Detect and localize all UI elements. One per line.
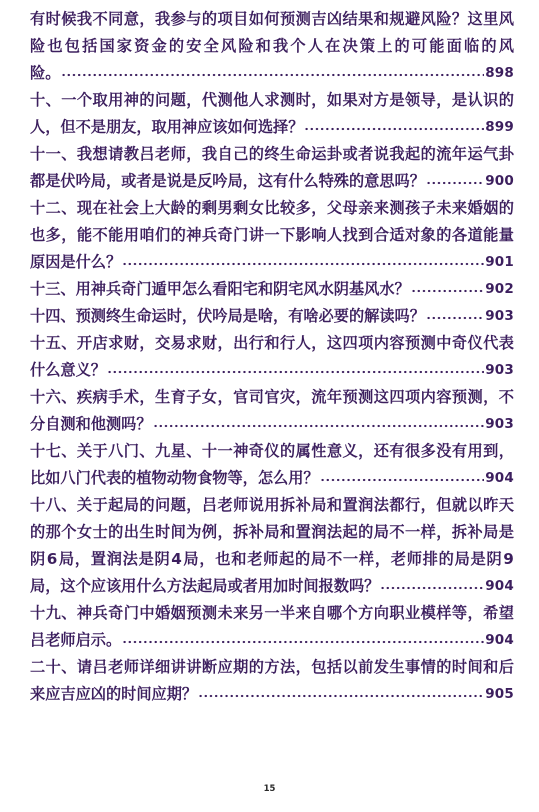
toc-entry-text: 十 七 、 关 于 八 门 、 九 星 、 十 一 神 奇 仪 的 属 性 意 义 ， 还 有 很 多 没 有 用 到 ，	[30, 442, 514, 460]
dot-leader	[426, 168, 484, 195]
toc-entry-line	[30, 384, 514, 411]
toc-entry-line	[30, 411, 514, 438]
dot-leader	[122, 627, 484, 654]
toc-entry-line	[30, 600, 514, 627]
toc-entry-line	[30, 654, 514, 681]
toc-entry-line	[30, 492, 514, 519]
toc-entry[interactable]	[30, 141, 514, 195]
toc-entry-text: 十 六 、 疾 病 手 术 ， 生 育 子 女 ， 官 司 官 灾 ， 流 年 预 测 这 四 项 内 容 预 测 ， 不	[30, 388, 514, 406]
toc-entry-text: 十 九 、 神 兵 奇 门 中 婚 姻 预 测 未 来 另 一 半 来 自 哪 个 方 向 职 业 模 样 等 ， 希 望	[30, 604, 514, 622]
dot-leader	[107, 357, 484, 384]
toc-entry-text: 比如八门代表的植物动物食物等，怎么用？	[30, 469, 319, 487]
toc-entry-line	[30, 303, 514, 330]
toc-entry-line	[30, 330, 514, 357]
dot-leader	[426, 303, 484, 330]
toc-entry-line	[30, 6, 514, 33]
toc-entry-line	[30, 519, 514, 546]
toc-entry-line	[30, 249, 514, 276]
toc-entry-line	[30, 114, 514, 141]
toc-entry[interactable]	[30, 654, 514, 708]
toc-page-number: 898	[485, 65, 514, 81]
toc-entry-line	[30, 546, 514, 573]
toc-page-number: 903	[485, 416, 514, 432]
toc-entry-text: 来应吉应凶的时间应期？	[30, 685, 198, 703]
toc-entry-line	[30, 87, 514, 114]
dot-leader	[304, 114, 484, 141]
dot-leader	[61, 60, 484, 87]
dot-leader	[153, 411, 485, 438]
dot-leader	[198, 681, 484, 708]
dot-leader	[122, 249, 484, 276]
toc-entry[interactable]	[30, 492, 514, 600]
toc-page-number: 904	[485, 578, 514, 594]
toc-entry-text: 十 五 、 开 店 求 财 ， 交 易 求 财 ， 出 行 和 行 人 ， 这 四 项 内 容 预 测 中 奇 仪 代 表	[30, 334, 514, 352]
toc-entry-text: 十三、用神兵奇门遁甲怎么看阳宅和阴宅风水阴基风水？	[30, 280, 410, 298]
toc-entry-line	[30, 357, 514, 384]
toc-entry-text: 原因是什么？	[30, 253, 122, 271]
toc-entry-line	[30, 573, 514, 600]
dot-leader	[411, 276, 485, 303]
toc-entry-line	[30, 438, 514, 465]
toc-entry-line	[30, 33, 514, 60]
toc-entry-line	[30, 222, 514, 249]
toc-entry-text: 有 时 候 我 不 同 意 ， 我 参 与 的 项 目 如 何 预 测 吉 凶 结 果 和 规 避 风 险 ？ 这 里 风	[30, 10, 514, 28]
toc-entry-text: 二 十 、 请 吕 老 师 详 细 讲 讲 断 应 期 的 方 法 ， 包 括 以 前 发 生 事 情 的 时 间 和 后	[30, 658, 514, 676]
toc-page-number: 903	[485, 362, 514, 378]
toc-page-number: 903	[485, 308, 514, 324]
toc-entry-line	[30, 627, 514, 654]
toc-entry-text: 十四、预测终生命运时，伏吟局是啥，有啥必要的解读吗？	[30, 307, 425, 325]
toc-entry-line	[30, 168, 514, 195]
toc-entry-text: 分自测和他测吗？	[30, 415, 152, 433]
toc-entry-text: 吕老师启示。	[30, 631, 122, 649]
toc-entry-text: 什么意义？	[30, 361, 106, 379]
toc-page-number: 904	[485, 632, 514, 648]
toc-entry[interactable]	[30, 384, 514, 438]
toc-entry[interactable]	[30, 6, 514, 87]
toc-entry-text: 都是伏吟局，或者是说是反吟局，这有什么特殊的意思吗？	[30, 172, 425, 190]
toc-entry-text: 十 、 一 个 取 用 神 的 问 题 ， 代 测 他 人 求 测 时 ， 如 果 对 方 是 领 导 ， 是 认 识 的	[30, 91, 514, 109]
toc-entry-text: 的 那 个 女 士 的 出 生 时 间 为 例 ， 拆 补 局 和 置 润 法 起 的 局 不 一 样 ， 拆 补 局 是	[30, 523, 514, 541]
dot-leader	[380, 573, 484, 600]
page-number: 15	[263, 784, 276, 794]
toc-page-number: 901	[485, 254, 514, 270]
toc-entry-text: 十 二 、 现 在 社 会 上 大 龄 的 剩 男 剩 女 比 较 多 ， 父 母 亲 来 测 孩 子 未 来 婚 姻 的	[30, 199, 514, 217]
toc-page-number: 900	[485, 173, 514, 189]
toc-page-number: 902	[485, 281, 514, 297]
toc-page-number: 905	[485, 686, 514, 702]
toc-entry-text: 险 也 包 括 国 家 资 金 的 安 全 风 险 和 我 个 人 在 决 策 上 的 可 能 面 临 的 风	[30, 37, 514, 55]
toc-entry-line	[30, 195, 514, 222]
toc-entry[interactable]	[30, 330, 514, 384]
toc-entry-text: 险。	[30, 64, 61, 82]
toc-entry-line	[30, 681, 514, 708]
toc-entry-line	[30, 60, 514, 87]
toc-entry-text: 十 八 、 关 于 起 局 的 问 题 ， 吕 老 师 说 用 拆 补 局 和 置 润 法 都 行 ， 但 就 以 昨 天	[30, 496, 514, 514]
toc-entry-text: 人，但不是朋友，取用神应该如何选择？	[30, 118, 304, 136]
toc-entry-text: 局，这个应该用什么方法起局或者用加时间报数吗？	[30, 577, 380, 595]
toc-page	[30, 6, 514, 708]
toc-entry-text: 也 多 ， 能 不 能 用 咱 们 的 神 兵 奇 门 讲 一 下 影 响 人 找 到 合 适 对 象 的 各 道 能 量	[30, 226, 514, 244]
toc-entry[interactable]	[30, 303, 514, 330]
toc-entry[interactable]	[30, 87, 514, 141]
dot-leader	[320, 465, 485, 492]
toc-entry[interactable]	[30, 600, 514, 654]
toc-entry[interactable]	[30, 195, 514, 276]
toc-page-number: 904	[485, 470, 514, 486]
toc-entry-line	[30, 276, 514, 303]
toc-entry-line	[30, 465, 514, 492]
toc-entry-text: 阴 6 局 ， 置 润 法 是 阴 4 局 ， 也 和 老 师 起 的 局 不 一 样 ， 老 师 排 的 局 是 阴 9	[30, 550, 514, 568]
toc-entry[interactable]	[30, 276, 514, 303]
toc-entry-text: 十 一 、 我 想 请 教 吕 老 师 ， 我 自 己 的 终 生 命 运 卦 或 者 说 我 起 的 流 年 运 气 卦	[30, 145, 514, 163]
toc-entry[interactable]	[30, 438, 514, 492]
toc-page-number: 899	[485, 119, 514, 135]
toc-entry-line	[30, 141, 514, 168]
